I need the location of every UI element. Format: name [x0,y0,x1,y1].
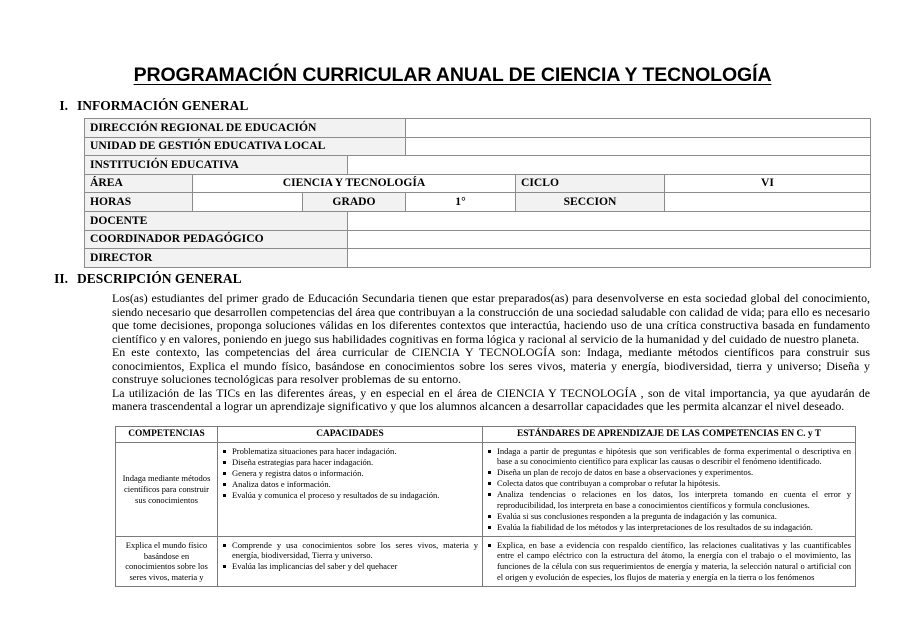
label-ciclo: CICLO [516,174,665,193]
list-item: Evalúa la fiabilidad de los métodos y las interpretaciones de los resultados de su indagación. [487,522,851,533]
table-row [85,119,871,138]
label-direccion-regional: DIRECCIÓN REGIONAL DE EDUCACIÓN [85,119,406,138]
capacidades-list [222,446,478,501]
table-row [85,174,871,193]
list-item: Diseña un plan de recojo de datos en base a observaciones y experimentos. [487,467,851,478]
description-paragraph-1: Los(as) estudiantes del primer grado de Educación Secundaria tienen que estar preparados(as) para desenvolverse en esta sociedad global del conocimiento, siendo necesario que desarrollen competencias del área que contribuyan a la construcción de una sociedad saludable con calidad de vida; para ello es necesario que tome decisiones, proponga soluciones válidas en los diferentes contextos que interactúa, haciendo uso de una crítica constructiva basada en fundamento científico y en valores, poniendo en juego sus habilidades cognitivas en forma lógica y racional al servicio de la humanidad y del cuidado de nuestro planeta. [112,291,870,346]
label-horas: HORAS [85,193,193,212]
value-direccion-regional[interactable] [406,119,871,138]
label-docente: DOCENTE [85,211,348,230]
table-row [85,249,871,268]
list-item: Indaga a partir de preguntas e hipótesis que son verificables de forma experimental o descriptiva en base a su conocimiento científico para explicar las causas o describir el fenómeno identificado. [487,446,851,467]
section-heading-informacion-general [42,98,248,114]
list-item: Analiza datos e información. [222,479,478,490]
value-grado[interactable]: 1° [406,193,516,212]
value-docente[interactable] [348,211,871,230]
competencia-indaga: Indaga mediante métodos científicos para construir sus conocimientos [116,443,218,537]
description-paragraph-2: En este contexto, las competencias del área curricular de CIENCIA Y TECNOLOGÍA son: Indaga, mediante métodos científicos para construir sus conocimientos, Explica el mundo físico, basándose en conocimientos sobre los seres vivos, materia y energía, biodiversidad, tierra y universo; Diseña y construye soluciones tecnológicas para resolver problemas de su entorno. [112,345,870,387]
label-coordinador-pedagogico: COORDINADOR PEDAGÓGICO [85,230,348,249]
list-item: Colecta datos que contribuyan a comprobar o refutar la hipótesis. [487,478,851,489]
estandares-list [487,446,851,533]
capacidades-explica [218,537,483,586]
table-row [85,156,871,175]
estandares-explica [483,537,856,586]
page-title: PROGRAMACIÓN CURRICULAR ANUAL DE CIENCIA Y TECNOLOGÍA [133,64,772,86]
value-horas[interactable] [193,193,303,212]
table-row [116,537,856,586]
list-item: Problematiza situaciones para hacer indagación. [222,446,478,457]
value-institucion-educativa[interactable] [348,156,871,175]
list-item: Comprende y usa conocimientos sobre los seres vivos, materia y energía, biodiversidad, Tierra y universo. [222,540,478,561]
label-grado: GRADO [303,193,406,212]
label-area: ÁREA [85,174,193,193]
capacidades-list [222,540,478,572]
table-row [85,211,871,230]
table-row [85,230,871,249]
column-header-competencias: COMPETENCIAS [116,427,218,443]
section-title: DESCRIPCIÓN GENERAL [77,271,242,286]
description-paragraph-3: La utilización de las TICs en las diferentes áreas, y en especial en el área de CIENCIA Y TECNOLOGÍA , son de vital importancia, ya que ayudarán de manera trascendental a lograr un aprendizaje significativo y que los alumnos alcancen a desarrollar capacidades que les permita alcanzar el nivel deseado. [112,385,870,414]
capacidades-indaga [218,443,483,537]
list-item: Analiza tendencias o relaciones en los datos, los interpreta tomando en cuenta el error y reproducibilidad, los interpreta en base a conocimientos científicos y formula conclusiones. [487,489,851,510]
list-item: Evalúa y comunica el proceso y resultados de su indagación. [222,490,478,501]
section-heading-descripcion-general [42,271,242,287]
value-director[interactable] [348,249,871,268]
list-item: Genera y registra datos o información. [222,468,478,479]
estandares-list [487,540,851,582]
section-title: INFORMACIÓN GENERAL [77,98,249,113]
list-item: Diseña estrategias para hacer indagación. [222,457,478,468]
value-ugel[interactable] [406,137,871,156]
section-numeral: I. [59,98,68,113]
table-header-row [116,427,856,443]
column-header-capacidades: CAPACIDADES [218,427,483,443]
value-seccion[interactable] [665,193,871,212]
general-information-table [84,118,871,268]
competencia-explica: Explica el mundo físico basándose en conocimientos sobre los seres vivos, materia y [116,537,218,586]
value-coordinador-pedagogico[interactable] [348,230,871,249]
list-item: Evalúa si sus conclusiones responden a la pregunta de indagación y las comunica. [487,511,851,522]
estandares-indaga [483,443,856,537]
list-item: Evalúa las implicancias del saber y del quehacer [222,561,478,572]
column-header-estandares: ESTÁNDARES DE APRENDIZAJE DE LAS COMPETENCIAS EN C. y T [483,427,856,443]
list-item: Explica, en base a evidencia con respaldo científico, las relaciones cualitativas y las cuantificables entre el campo eléctrico con la estructura del átomo, la energía con el trabajo o el movimiento, las funciones de la célula con sus requerimientos de energía y materia, la selección natural o artificial con el origen y evolución de especies, los flujos de materia y energía en la tierra o los fenómenos [487,540,851,582]
table-row [85,193,871,212]
table-row [116,443,856,537]
label-seccion: SECCION [516,193,665,212]
description-text [112,292,870,414]
label-ugel: UNIDAD DE GESTIÓN EDUCATIVA LOCAL [85,137,406,156]
value-area[interactable]: CIENCIA Y TECNOLOGÍA [193,174,516,193]
section-numeral: II. [54,271,68,286]
table-row [85,137,871,156]
label-institucion-educativa: INSTITUCIÓN EDUCATIVA [85,156,348,175]
competencies-table [115,426,856,587]
value-ciclo[interactable]: VI [665,174,871,193]
label-director: DIRECTOR [85,249,348,268]
